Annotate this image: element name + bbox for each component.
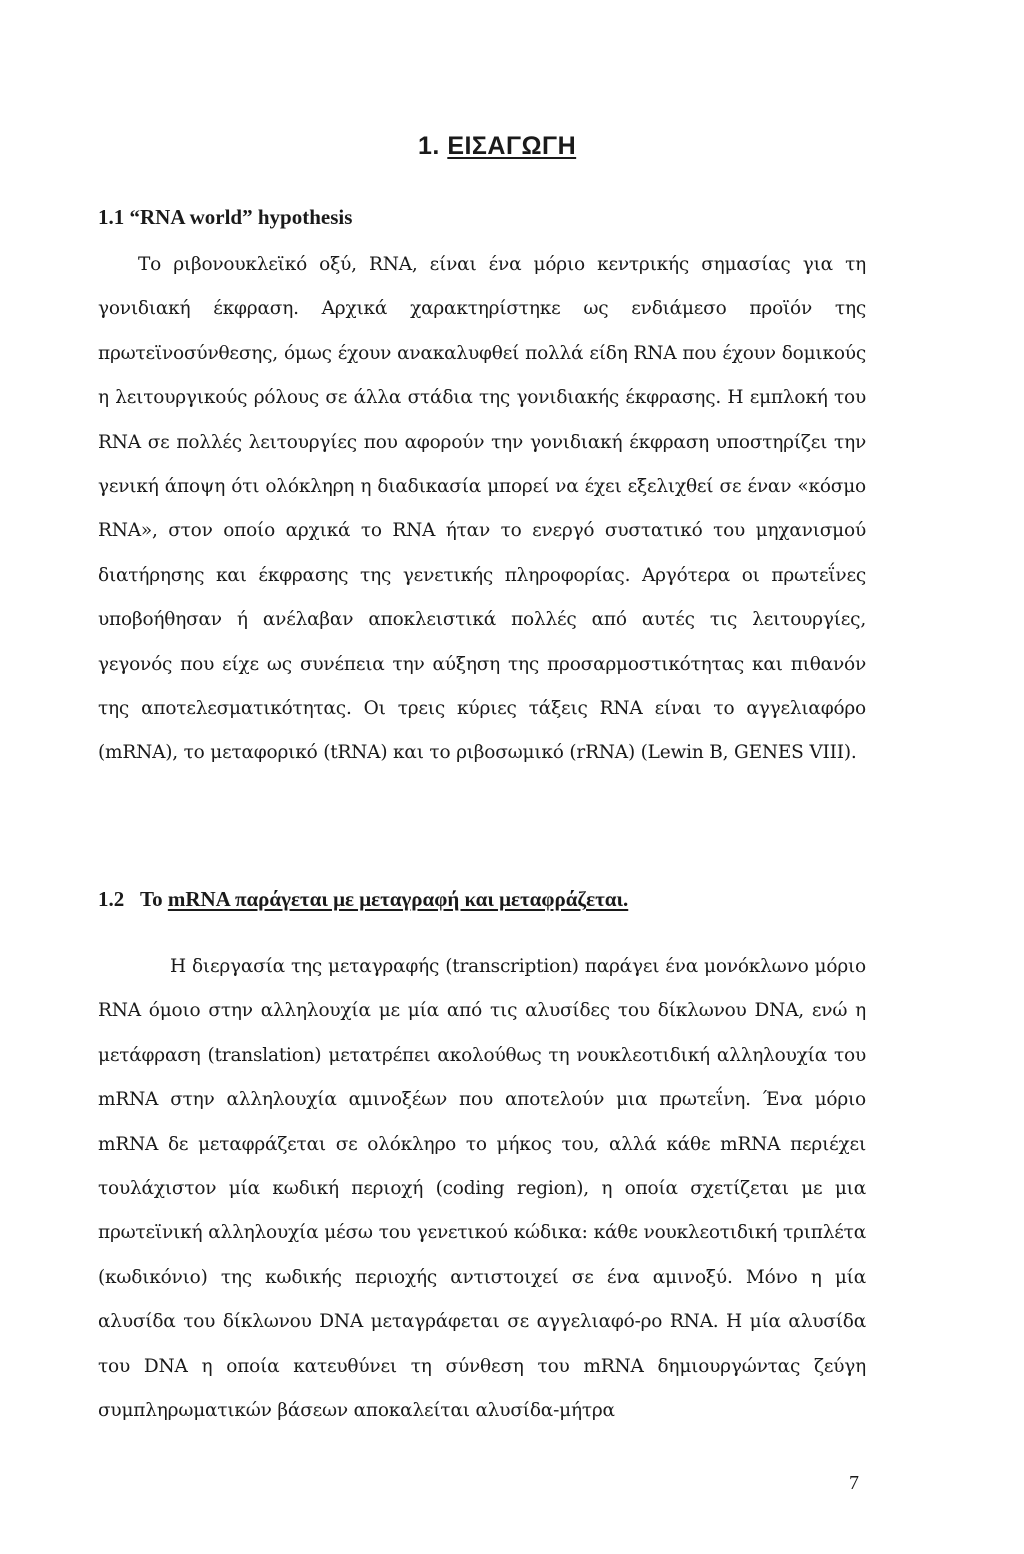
section-heading-rna-world: 1.1 “RNA world” hypothesis bbox=[98, 205, 353, 229]
paragraph-mrna: Η διεργασία της μεταγραφής (transcription) παράγει ένα μονόκλωνο μόριο RNA όμοιο στην αλληλουχία με μία από τις αλυσίδες του δίκλωνου DNA, ενώ η μετάφραση (translation) μετατρέπει ακολούθως τη νουκλεοτιδική αλληλουχία του mRNA στην αλληλουχία αμινοξέων που αποτελούν μια πρωτεΐνη. Ένα μόριο mRNA δε μεταφράζεται σε ολόκληρο το μήκος του, αλλά κάθε mRNA περιέχει τουλάχιστον μία κωδική περιοχή (coding region), η οποία σχετίζεται με μια πρωτεϊνική αλληλουχία μέσω του γενετικού κώδικα: κάθε νουκλεοτιδική τριπλέτα (κωδικόνιο) της κωδικής περιοχής αντιστοιχεί σε ένα αμινοξύ. Μόνο η μία αλυσίδα του δίκλωνου DNA μεταγράφεται σε αγγελιαφό-ρο RNA. Η μία αλυσίδα του DNA η οποία κατευθύνει τη σύνθεση του mRNA δημιουργώντας ζεύγη συμπληρωματικών βάσεων αποκαλείται αλυσίδα-μήτρα bbox=[98, 956, 866, 1422]
page-number: 7 bbox=[849, 1472, 859, 1494]
section-heading-prefix: Το bbox=[140, 887, 168, 911]
chapter-number: 1. bbox=[418, 132, 440, 160]
paragraph-rna-world: Το ριβονουκλεϊκό οξύ, RNA, είναι ένα μόριο κεντρικής σημασίας για τη γονιδιακή έκφραση. Αρχικά χαρακτηρίστηκε ως ενδιάμεσο προϊόν της πρωτεϊνοσύνθεσης, όμως έχουν ανακαλυφθεί πολλά είδη RNA που έχουν δομικούς η λειτουργικούς ρόλους σε άλλα στάδια της γονιδιακής έκφρασης. Η εμπλοκή του RNA σε πολλές λειτουργίες που αφορούν την γονιδιακή έκφραση υποστηρίζει την γενική άποψη ότι ολόκληρη η διαδικασία μπορεί να έχει εξελιχθεί σε έναν «κόσμο RNA», στον οποίο αρχικά το RNA ήταν το ενεργό συστατικό του μηχανισμού διατήρησης και έκφρασης της γενετικής πληροφορίας. Αργότερα οι πρωτεΐνες υποβοήθησαν ή ανέλαβαν αποκλειστικά πολλές από αυτές τις λειτουργίες, γεγονός που είχε ως συνέπεια την αύξηση της προσαρμοστικότητας και πιθανόν της αποτελεσματικότητας. Οι τρεις κύριες τάξεις RNA είναι το αγγελιαφόρο (mRNA), το μεταφορικό (tRNA) και το ριβοσωμικό (rRNA) (Lewin B, GENES VIII). bbox=[98, 254, 866, 764]
section-number: 1.2 bbox=[98, 887, 125, 911]
page-title bbox=[418, 132, 576, 161]
section-heading-underlined: mRNA παράγεται με μεταγραφή και μεταφράζεται. bbox=[167, 887, 629, 911]
section-heading-mrna bbox=[98, 887, 628, 912]
chapter-title: ΕΙΣΑΓΩΓΗ bbox=[447, 132, 577, 160]
